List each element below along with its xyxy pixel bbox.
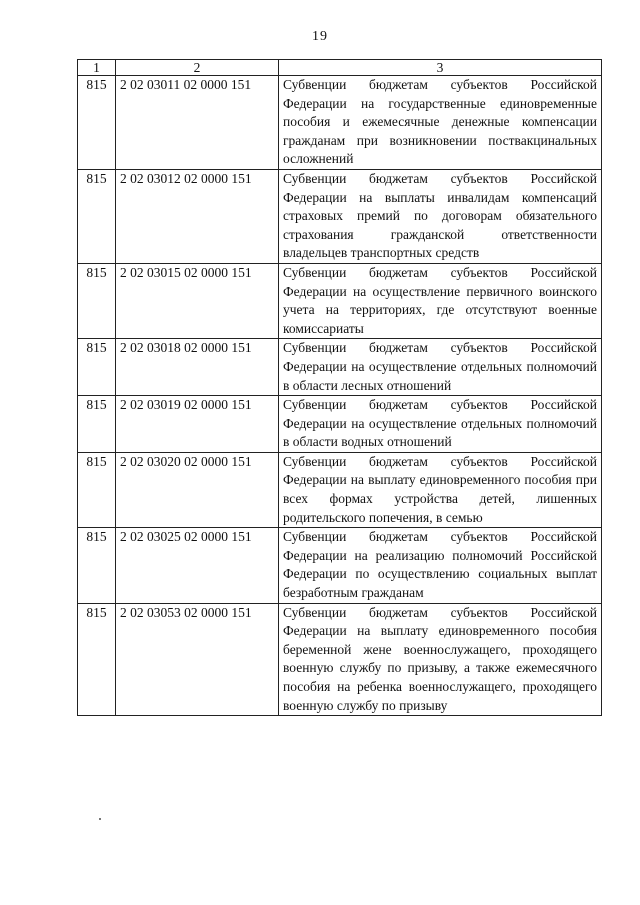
table-row <box>78 528 602 603</box>
admin-code-cell: 815 <box>78 603 116 716</box>
table-row <box>78 396 602 453</box>
admin-code-cell: 815 <box>78 169 116 263</box>
table-row <box>78 339 602 396</box>
page-number: 19 <box>312 29 328 44</box>
description-cell: Субвенции бюджетам субъектов Российской Федерации на государственные единовременные пособия и ежемесячные денежные компенсации гражданам при возникновении поствакцинальных осложнений <box>279 76 602 170</box>
budget-code-cell: 2 02 03053 02 0000 151 <box>116 603 279 716</box>
column-header-1: 1 <box>78 60 116 76</box>
budget-code-cell: 2 02 03025 02 0000 151 <box>116 528 279 603</box>
admin-code-cell: 815 <box>78 452 116 527</box>
table-row <box>78 76 602 170</box>
description-cell: Субвенции бюджетам субъектов Российской Федерации на осуществление первичного воинского учета на территориях, где отсутствуют военные комиссариаты <box>279 263 602 338</box>
description-cell: Субвенции бюджетам субъектов Российской Федерации на осуществление отдельных полномочий в области лесных отношений <box>279 339 602 396</box>
admin-code-cell: 815 <box>78 76 116 170</box>
budget-code-cell: 2 02 03020 02 0000 151 <box>116 452 279 527</box>
table-row <box>78 169 602 263</box>
description-cell: Субвенции бюджетам субъектов Российской Федерации на осуществление отдельных полномочий в области водных отношений <box>279 396 602 453</box>
budget-code-cell: 2 02 03015 02 0000 151 <box>116 263 279 338</box>
admin-code-cell: 815 <box>78 396 116 453</box>
admin-code-cell: 815 <box>78 339 116 396</box>
column-header-2: 2 <box>116 60 279 76</box>
table-row <box>78 603 602 716</box>
budget-code-cell: 2 02 03011 02 0000 151 <box>116 76 279 170</box>
budget-code-cell: 2 02 03019 02 0000 151 <box>116 396 279 453</box>
scan-speck <box>99 818 101 820</box>
table-row <box>78 263 602 338</box>
budget-code-cell: 2 02 03018 02 0000 151 <box>116 339 279 396</box>
budget-codes-table <box>77 59 602 716</box>
table-header-row <box>78 60 602 76</box>
budget-code-cell: 2 02 03012 02 0000 151 <box>116 169 279 263</box>
description-cell: Субвенции бюджетам субъектов Российской Федерации на выплату единовременного пособия беременной жене военнослужащего, проходящего военную службу по призыву, а также ежемесячного пособия на ребенка военнослужащего, проходящего военную службу по призыву <box>279 603 602 716</box>
description-cell: Субвенции бюджетам субъектов Российской Федерации на выплату единовременного пособия при всех формах устройства детей, лишенных родительского попечения, в семью <box>279 452 602 527</box>
description-cell: Субвенции бюджетам субъектов Российской Федерации на выплаты инвалидам компенсаций страховых премий по договорам обязательного страхования гражданской ответственности владельцев транспортных средств <box>279 169 602 263</box>
description-cell: Субвенции бюджетам субъектов Российской Федерации на реализацию полномочий Российской Федерации по осуществлению социальных выплат безработным гражданам <box>279 528 602 603</box>
admin-code-cell: 815 <box>78 263 116 338</box>
table-row <box>78 452 602 527</box>
column-header-3: 3 <box>279 60 602 76</box>
admin-code-cell: 815 <box>78 528 116 603</box>
